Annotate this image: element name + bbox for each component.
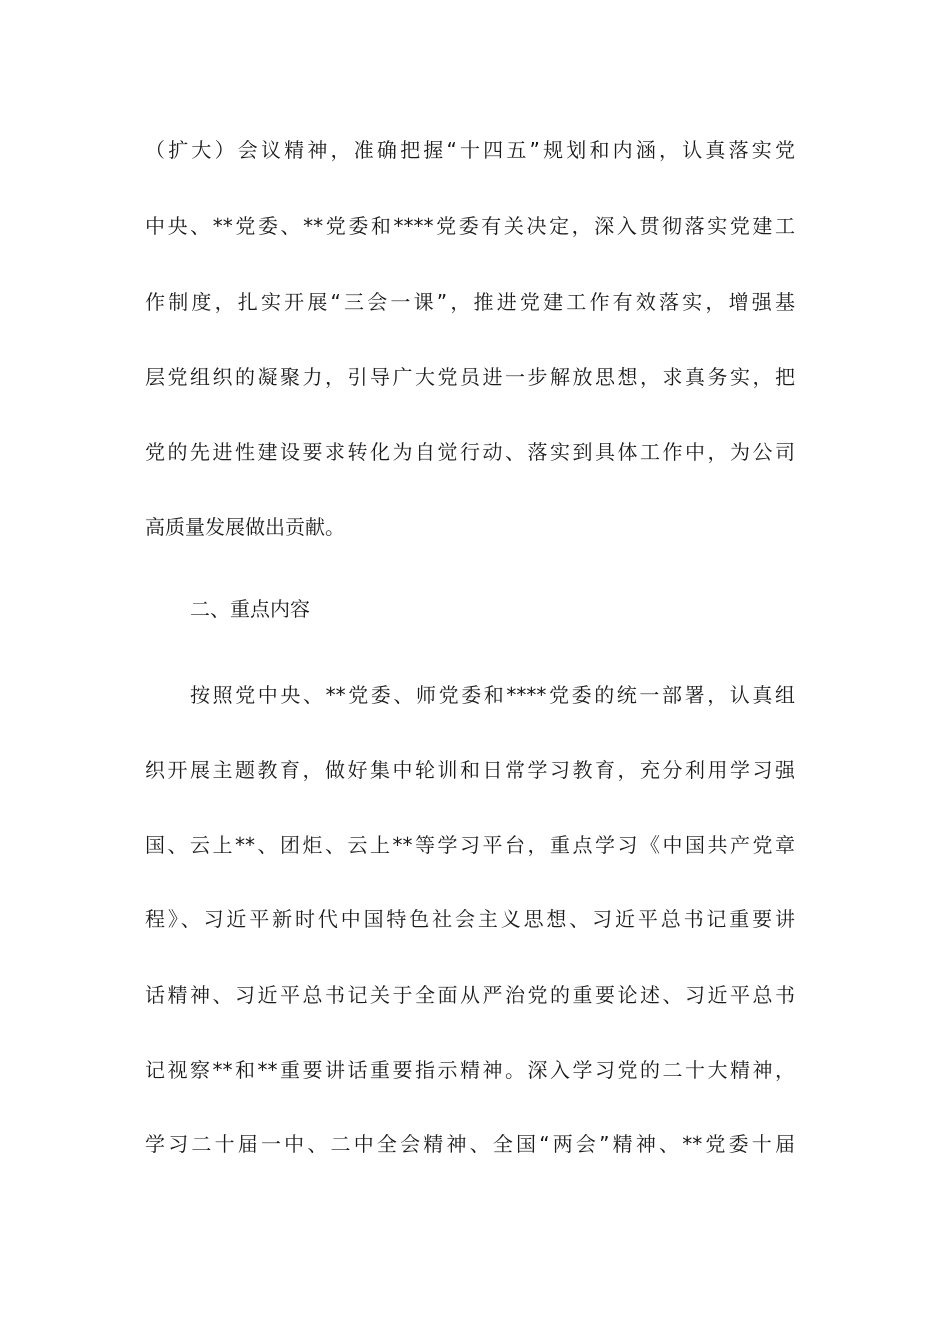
paragraph-line: 程》、习近平新时代中国特色社会主义思想、习近平总书记重要讲 xyxy=(145,907,795,931)
paragraph-line: 话精神、习近平总书记关于全面从严治党的重要论述、习近平总书 xyxy=(145,983,795,1007)
paragraph-line: 层党组织的凝聚力，引导广大党员进一步解放思想，求真务实，把 xyxy=(145,365,795,389)
paragraph-line: 党的先进性建设要求转化为自觉行动、落实到具体工作中，为公司 xyxy=(145,440,795,464)
paragraph-line: 中央、**党委、**党委和****党委有关决定，深入贯彻落实党建工 xyxy=(145,214,795,238)
paragraph-line: 记视察**和**重要讲话重要指示精神。深入学习党的二十大精神， xyxy=(145,1058,795,1082)
paragraph-line: 高质量发展做出贡献。 xyxy=(145,515,345,539)
paragraph-line: 国、云上**、团炬、云上**等学习平台，重点学习《中国共产党章 xyxy=(145,833,795,857)
paragraph-line: 作制度，扎实开展“三会一课”，推进党建工作有效落实，增强基 xyxy=(145,290,795,314)
paragraph-line: （扩大）会议精神，准确把握“十四五”规划和内涵，认真落实党 xyxy=(145,138,795,162)
paragraph-line: 按照党中央、**党委、师党委和****党委的统一部署，认真组 xyxy=(190,683,795,707)
paragraph-line: 学习二十届一中、二中全会精神、全国“两会”精神、**党委十届 xyxy=(145,1132,795,1156)
section-heading: 二、重点内容 xyxy=(190,597,310,621)
paragraph-line: 织开展主题教育，做好集中轮训和日常学习教育，充分利用学习强 xyxy=(145,758,795,782)
